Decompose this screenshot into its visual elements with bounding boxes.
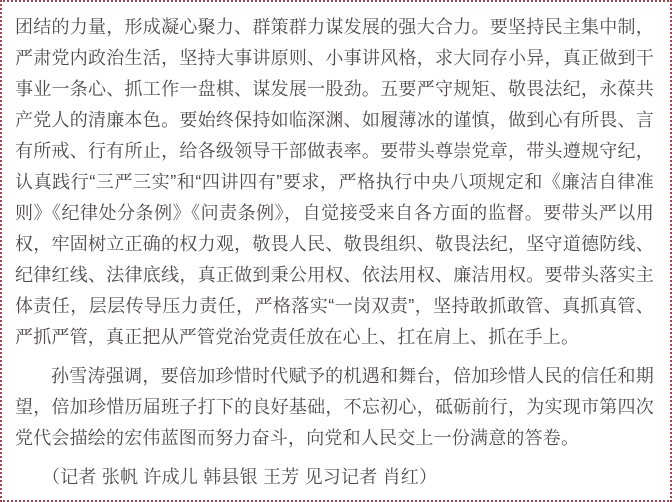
article-paragraph-main: 团结的力量，形成凝心聚力、群策群力谋发展的强大合力。要坚持民主集中制，严肃党内政治生活，坚持大事讲原则、小事讲风格，求大同存小异，真正做到干事业一条心、抓工作一盘棋、谋发展一股劲。五要严守规矩、敬畏法纪，永葆共产党人的清廉本色。要始终保持如临深渊、如履薄冰的谨慎，做到心有所畏、言有所戒、行有所止，给各级领导干部做表率。要带头尊崇党章，带头遵规守纪，认真践行“三严三实”和“四讲四有”要求，严格执行中央八项规定和《廉洁自律准则》《纪律处分条例》《问责条例》，自觉接受来自各方面的监督。要带头严以用权，牢固树立正确的权力观，敬畏人民、敬畏组织、敬畏法纪，坚守道德防线、纪律红线、法律底线，真正做到秉公用权、依法用权、廉洁用权。要带头落实主体责任，层层传导压力责任，严格落实“一岗双责”，坚持敢抓敢管、真抓真管、严抓严管，真正把从严管党治党责任放在心上、扛在肩上、抓在手上。: [15, 17, 654, 347]
article-paragraph-closing: 孙雪涛强调，要倍加珍惜时代赋予的机遇和舞台，倍加珍惜人民的信任和期望，倍加珍惜历届班子打下的良好基础，不忘初心，砥砺前行，为实现市第四次党代会描绘的宏伟蓝图而努力奋斗，向党和人民交上一份满意的答卷。: [15, 366, 654, 448]
article-byline: （记者 张帆 许成儿 韩县银 王芳 见习记者 肖红）: [42, 467, 438, 487]
